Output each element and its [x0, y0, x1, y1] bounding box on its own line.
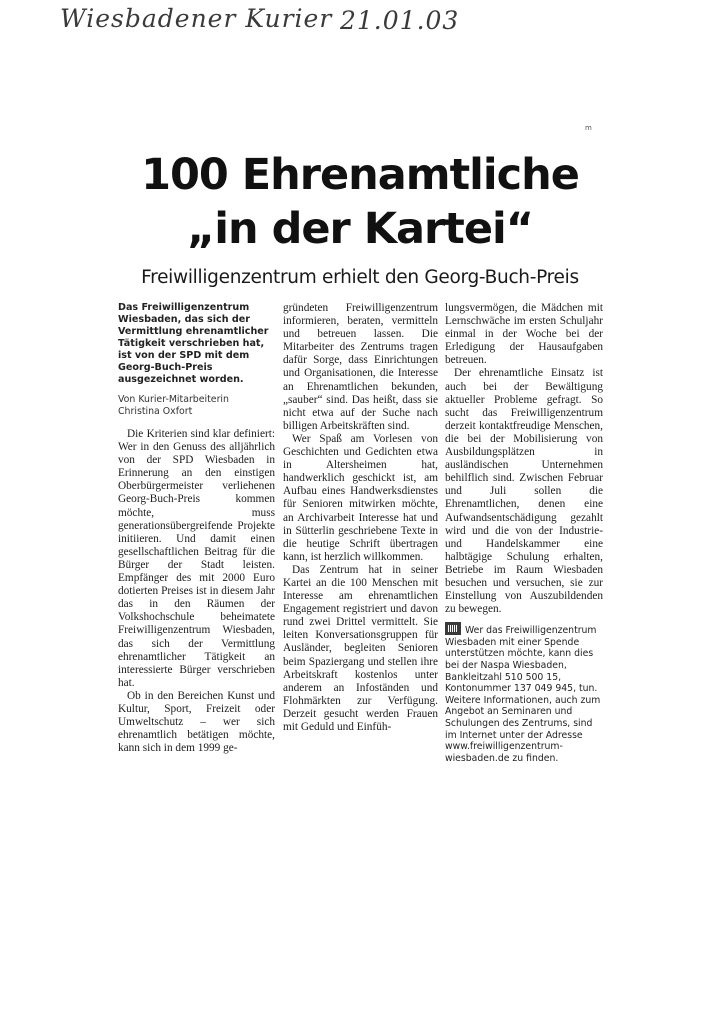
- info-icon: [445, 622, 461, 635]
- info-box-text: Wer das Freiwilligenzentrum Wiesbaden mit einer Spende unterstützen möchte, kann dies bei der Naspa Wiesbaden, Bankleitzahl 510 500 15, Kontonummer 137 049 945, tun. Weitere Informationen, auch zum Angebot an Seminaren und Schulungen des Zentrums, sind im Internet unter der Adresse www.freiwilligenzentrum-wiesbaden.de zu finden.: [445, 625, 601, 764]
- author-byline: [118, 394, 275, 418]
- paragraph: lungsvermögen, die Mädchen mit Lernschwäche im ersten Schuljahr einmal in der Woche bei der Erledigung der Hausaufgaben betreuen.: [445, 302, 603, 367]
- info-box: [445, 622, 603, 764]
- author-line-2: Christina Oxfort: [118, 406, 193, 417]
- article-column-2: [283, 302, 438, 734]
- headline-line-2: „in der Kartei“: [187, 204, 533, 254]
- headline-line-1: 100 Ehrenamtliche: [141, 150, 579, 200]
- handwritten-source: Wiesbadener Kurier: [60, 4, 333, 33]
- handwritten-date: 21.01.03: [340, 6, 460, 35]
- paragraph: gründeten Freiwilligenzentrum informieren, beraten, vermitteln und betreuen lassen. Die Mitarbeiter des Zentrums tragen dafür Sorge, dass Einrichtungen und Organisationen, die Interesse an Ehrenamtlichen bekunden, „sauber“ sind. Das heißt, dass sie nicht etwa auf der Suche nach billigen Arbeitskräften sind.: [283, 302, 438, 432]
- article-column-1: [118, 302, 275, 755]
- handwritten-source-note: [60, 4, 480, 44]
- paragraph: Das Zentrum hat in seiner Kartei an die 100 Menschen mit Interesse am ehrenamtlichen Engagement registriert und davon rund zwei Drittel vermittelt. Sie leiten Konversationsgruppen für Ausländer, begleiten Senioren beim Spaziergang und stellen ihre Arbeitskraft kostenlos unter anderem an Infoständen und Flohmärkten zur Verfügung. Derzeit gesucht werden Frauen mit Geduld und Einfüh-: [283, 563, 438, 733]
- headline: [125, 148, 595, 256]
- paragraph: Ob in den Bereichen Kunst und Kultur, Sport, Freizeit oder Umweltschutz – wer sich ehrenamtlich betätigen möchte, kann sich in dem 1999 ge-: [118, 689, 275, 755]
- article-intro: Das Freiwilligenzentrum Wiesbaden, das sich der Vermittlung ehrenamtlicher Tätigkeit verschrieben hat, ist von der SPD mit dem Georg-Buch-Preis ausgezeichnet worden.: [118, 302, 269, 385]
- paragraph: Die Kriterien sind klar definiert: Wer in den Genuss des alljährlich von der SPD Wiesbaden in Erinnerung an den einstigen Oberbürgermeister verliehenen Georg-Buch-Preis kommen möchte, muss generationsübergreifende Projekte initiieren. Und damit einen gesellschaftlichen Beitrag für die Bürger der Stadt leisten. Empfänger des mit 2000 Euro dotierten Preises ist in diesem Jahr das in den Räumen der Volkshochschule beheimatete Freiwilligenzentrum Wiesbaden, das sich der Vermittlung ehrenamtlicher Tätigkeit an interessierte Bürger verschrieben hat.: [118, 428, 275, 689]
- author-line-1: Von Kurier-Mitarbeiterin: [118, 394, 229, 405]
- subheadline: Freiwilligenzentrum erhielt den Georg-Buch-Preis: [141, 267, 579, 288]
- corner-mark: m: [585, 124, 592, 132]
- article-column-3: [445, 302, 603, 764]
- paragraph: Der ehrenamtliche Einsatz ist auch bei der Bewältigung aktueller Probleme gefragt. So sucht das Freiwilligenzentrum derzeit kontaktfreudige Menschen, die bei der Mobilisierung von Ausbildungsplätzen in ausländischen Unternehmen behilflich sind. Zwischen Februar und Juli sollen die Ehrenamtlichen, denen eine Aufwandsentschädigung gezahlt wird und die von der Industrie- und Handelskammer eine halbtägige Schulung erhalten, Betriebe im Raum Wiesbaden besuchen und versuchen, sie zur Einstellung von Auszubildenden zu bewegen.: [445, 367, 603, 616]
- paragraph: Wer Spaß am Vorlesen von Geschichten und Gedichten etwa in Altersheimen hat, handwerklich geschickt ist, am Aufbau eines Handwerksdienstes für Senioren mitwirken möchte, an Archivarbeit Interesse hat und in Sütterlin geschriebene Texte in die heutige Schrift übertragen kann, ist herzlich willkommen.: [283, 432, 438, 563]
